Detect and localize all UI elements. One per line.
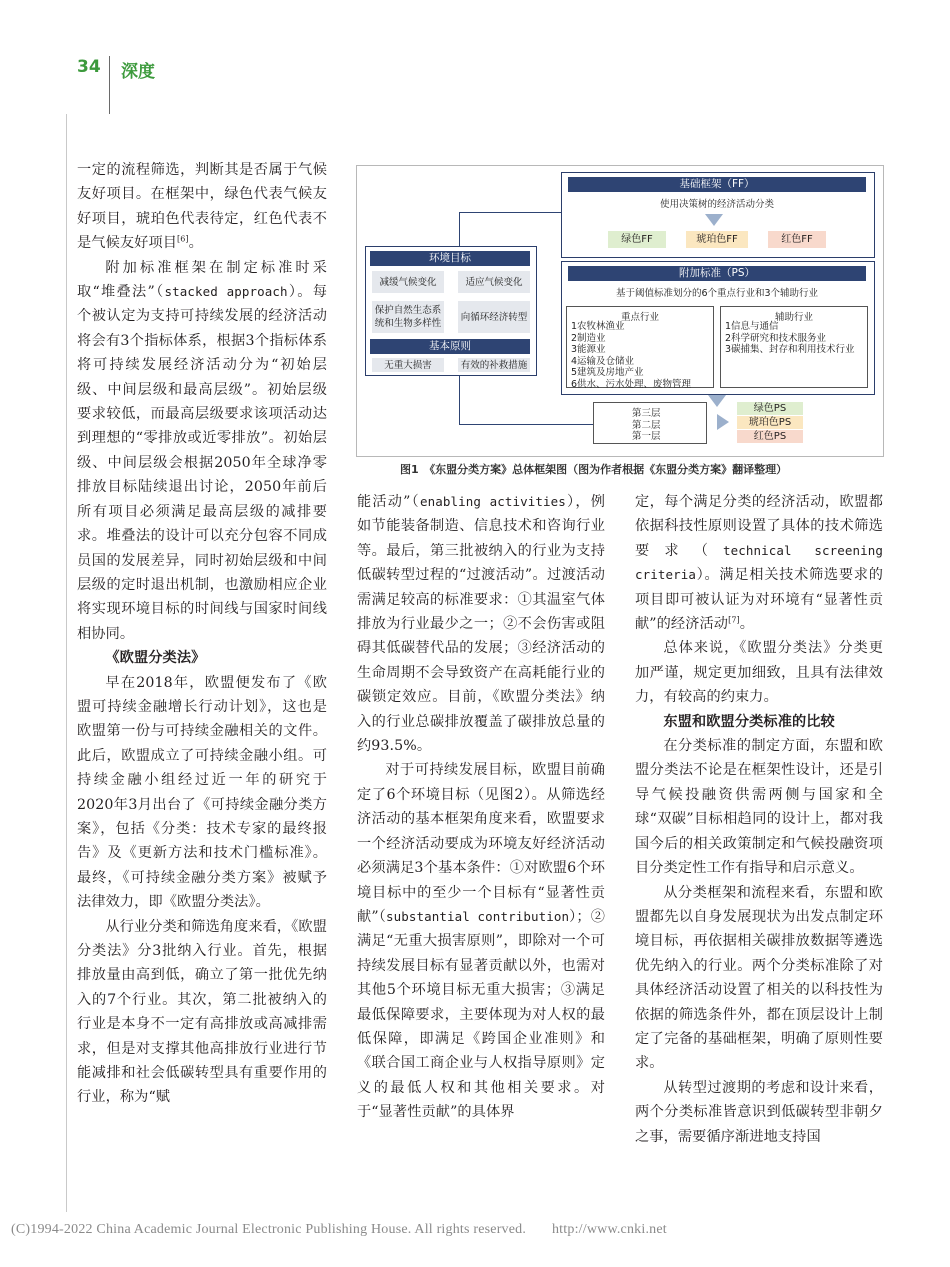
ps-box bbox=[561, 261, 875, 395]
paragraph: 定，每个满足分类的经济活动，欧盟都依据科技性原则设置了具体的技术筛选要求（technical screening criteria）。满足相关技术筛选要求的项目即可被认证为对环境有“显著性贡献”的经济活动[7]。 bbox=[635, 494, 883, 633]
tiers-list: 第三层 第二层 第一层 bbox=[632, 408, 661, 443]
basic-title: 基本原则 bbox=[370, 339, 530, 354]
citation[interactable]: [6] bbox=[177, 234, 189, 244]
ff-box bbox=[561, 172, 875, 258]
env-item: 保护自然生态系统和生物多样性 bbox=[372, 301, 444, 333]
paragraph: 从转型过渡期的考虑和设计来看，两个分类标准皆意识到低碳转型非朝夕之事，需要循序渐进地支持国 bbox=[635, 1079, 883, 1145]
section-title: 深度 bbox=[121, 62, 155, 82]
env-item: 适应气候变化 bbox=[458, 271, 530, 293]
ff-red: 红色FF bbox=[768, 231, 826, 248]
aux-industries-box bbox=[720, 306, 868, 388]
figure-framework-diagram bbox=[356, 165, 884, 457]
footer-link[interactable]: http://www.cnki.net bbox=[551, 1222, 667, 1237]
ff-title: 基础框架（FF） bbox=[568, 177, 866, 192]
env-title: 环境目标 bbox=[370, 251, 530, 266]
paragraph: 附加标准框架在制定标准时采取“堆叠法”（stacked approach）。每个被认定为支持可持续发展的经济活动将会有3个指标体系，根据3个指标体系将可持续发展经济活动分为“初始层级、中间层级和最高层级”。初始层级要求较低，而最高层级要求该项活动达到理想的“零排放或近零排放”。初始层级、中间层级会根据2050年全球净零排放目标陆续退出讨论，2050年前后所有项目必须满足最高层级的减排要求。堆叠法的设计可以充分包容不同成员国的发展差异，同时初始层级和中间层级的定时退出机制，也激励相应企业将实现环境目标的时间线与国家时间线相协同。 bbox=[77, 259, 328, 642]
ff-subtitle: 使用决策树的经济活动分类 bbox=[659, 199, 774, 210]
paragraph: 从分类框架和流程来看，东盟和欧盟都先以自身发展现状为出发点制定环境目标，再依据相关碳排放数据等遴选优先纳入的行业。两个分类标准除了对具体经济活动设置了相关的以科技性为依据的筛选条件外，都在顶层设计上制定了完备的基础框架，明确了原则性要求。 bbox=[635, 884, 883, 1072]
paragraph: 在分类标准的制定方面，东盟和欧盟分类法不论是在框架性设计，还是引导气候投融资供需两侧与国家和全球“双碳”目标相趋同的设计上，都对我国今后的相关政策制定和气候投融资项目分类定性工作有指导和启示意义。 bbox=[635, 738, 883, 877]
env-item: 向循环经济转型 bbox=[458, 301, 530, 333]
connector bbox=[459, 212, 460, 246]
env-item: 减缓气候变化 bbox=[372, 271, 444, 293]
ff-amber: 琥珀色FF bbox=[686, 231, 748, 248]
section-heading: 东盟和欧盟分类标准的比较 bbox=[663, 713, 835, 730]
section-heading: 《欧盟分类法》 bbox=[105, 650, 206, 667]
right-arrow-icon bbox=[717, 414, 729, 430]
figure-caption: 图1 《东盟分类方案》总体框架图（图为作者根据《东盟分类方案》翻译整理） bbox=[400, 463, 788, 476]
focus-list: 1农牧林渔业 2制造业 3能源业 4运输及仓储业 5建筑及房地产业 6供水、污水处理、废物管理 bbox=[571, 321, 692, 390]
paragraph: 一定的流程筛选，判断其是否属于气候友好项目。在框架中，绿色代表气候友好项目，琥珀色代表待定，红色代表不是气候友好项目[6]。 bbox=[77, 162, 327, 252]
page-number: 34 bbox=[77, 57, 101, 77]
connector bbox=[459, 374, 460, 424]
paragraph: 对于可持续发展目标，欧盟目前确定了6个环境目标（见图2）。从筛选经济活动的基本框架角度来看，欧盟要求一个经济活动要成为环境友好经济活动必须满足3个基本条件：①对欧盟6个环境目标中的至少一个目标有“显著性贡献”（substantial contribution）；②满足“无重大损害原则”，即除对一个可持续发展目标有显著贡献以外，也需对其他5个环境目标无重大损害；③满足最低保障要求，主要体现为对人权的最低保障，即满足《跨国企业准则》和《联合国工商企业与人权指导原则》定义的最低人权和其他相关要求。对于“显著性贡献”的具体界 bbox=[357, 762, 606, 1121]
header-divider bbox=[109, 56, 110, 114]
text-column-1 bbox=[77, 158, 327, 1110]
env-goals-box bbox=[365, 246, 537, 376]
paragraph: 从行业分类和筛选角度来看，《欧盟分类法》分3批纳入行业。首先，根据排放量由高到低，确立了第一批优先纳入的7个行业。其次，第二批被纳入的行业是本身不一定有高排放或高减排需求，但是对支撑其他高排放行业进行节能减排和社会低碳转型具有重要作用的行业，称为“赋 bbox=[77, 918, 327, 1106]
basic-item: 无重大损害 bbox=[372, 358, 444, 372]
paragraph: 总体来说，《欧盟分类法》分类更加严谨，规定更加细致，且具有法律效力，有较高的约束力。 bbox=[635, 640, 883, 706]
copyright-footer: (C)1994-2022 China Academic Journal Electronic Publishing House. All rights reserved. http://www.cnki.net bbox=[11, 1222, 667, 1237]
ps-red: 红色PS bbox=[737, 430, 803, 443]
down-arrow-icon bbox=[705, 214, 723, 226]
tiers-box bbox=[593, 402, 707, 444]
ps-amber: 琥珀色PS bbox=[737, 416, 803, 429]
aux-list: 1信息与通信 2科学研究和技术服务业 3碳捕集、封存和利用技术行业 bbox=[725, 321, 855, 356]
focus-industries-box bbox=[566, 306, 714, 388]
ps-title: 附加标准（PS） bbox=[568, 266, 866, 281]
connector bbox=[459, 212, 561, 213]
focus-title: 重点行业 bbox=[620, 312, 659, 323]
ff-green: 绿色FF bbox=[608, 231, 666, 248]
left-margin-rule bbox=[66, 114, 67, 1212]
ps-subtitle: 基于阈值标准划分的6个重点行业和3个辅助行业 bbox=[615, 288, 819, 299]
citation[interactable]: [7] bbox=[728, 615, 740, 625]
basic-item: 有效的补救措施 bbox=[458, 358, 530, 372]
paragraph: 早在2018年，欧盟便发布了《欧盟可持续金融增长行动计划》，这也是欧盟第一份与可持续金融相关的文件。此后，欧盟成立了可持续金融小组。可持续金融小组经过近一年的研究于2020年3月出台了《可持续金融分类方案》，包括《分类：技术专家的最终报告》及《更新方法和技术门槛标准》。最终，《可持续金融分类方案》被赋予法律效力，即《欧盟分类法》。 bbox=[77, 674, 327, 911]
down-arrow-icon bbox=[708, 395, 726, 407]
paragraph: 能活动”（enabling activities），例如节能装备制造、信息技术和咨询行业等。最后，第三批被纳入的行业为支持低碳转型过程的“过渡活动”。过渡活动需满足较高的标准要求：①其温室气体排放为行业最少之一；②不会伤害或阻碍其低碳替代品的发展；③经济活动的生命周期不会导致资产在高耗能行业的碳锁定效应。目前，《欧盟分类法》纳入的行业总碳排放覆盖了碳排放总量的约93.5%。 bbox=[357, 494, 606, 755]
text-column-3 bbox=[635, 490, 883, 1149]
connector bbox=[459, 424, 593, 425]
ps-green: 绿色PS bbox=[737, 402, 803, 415]
aux-title: 辅助行业 bbox=[774, 312, 813, 323]
text-column-2 bbox=[357, 490, 605, 1125]
